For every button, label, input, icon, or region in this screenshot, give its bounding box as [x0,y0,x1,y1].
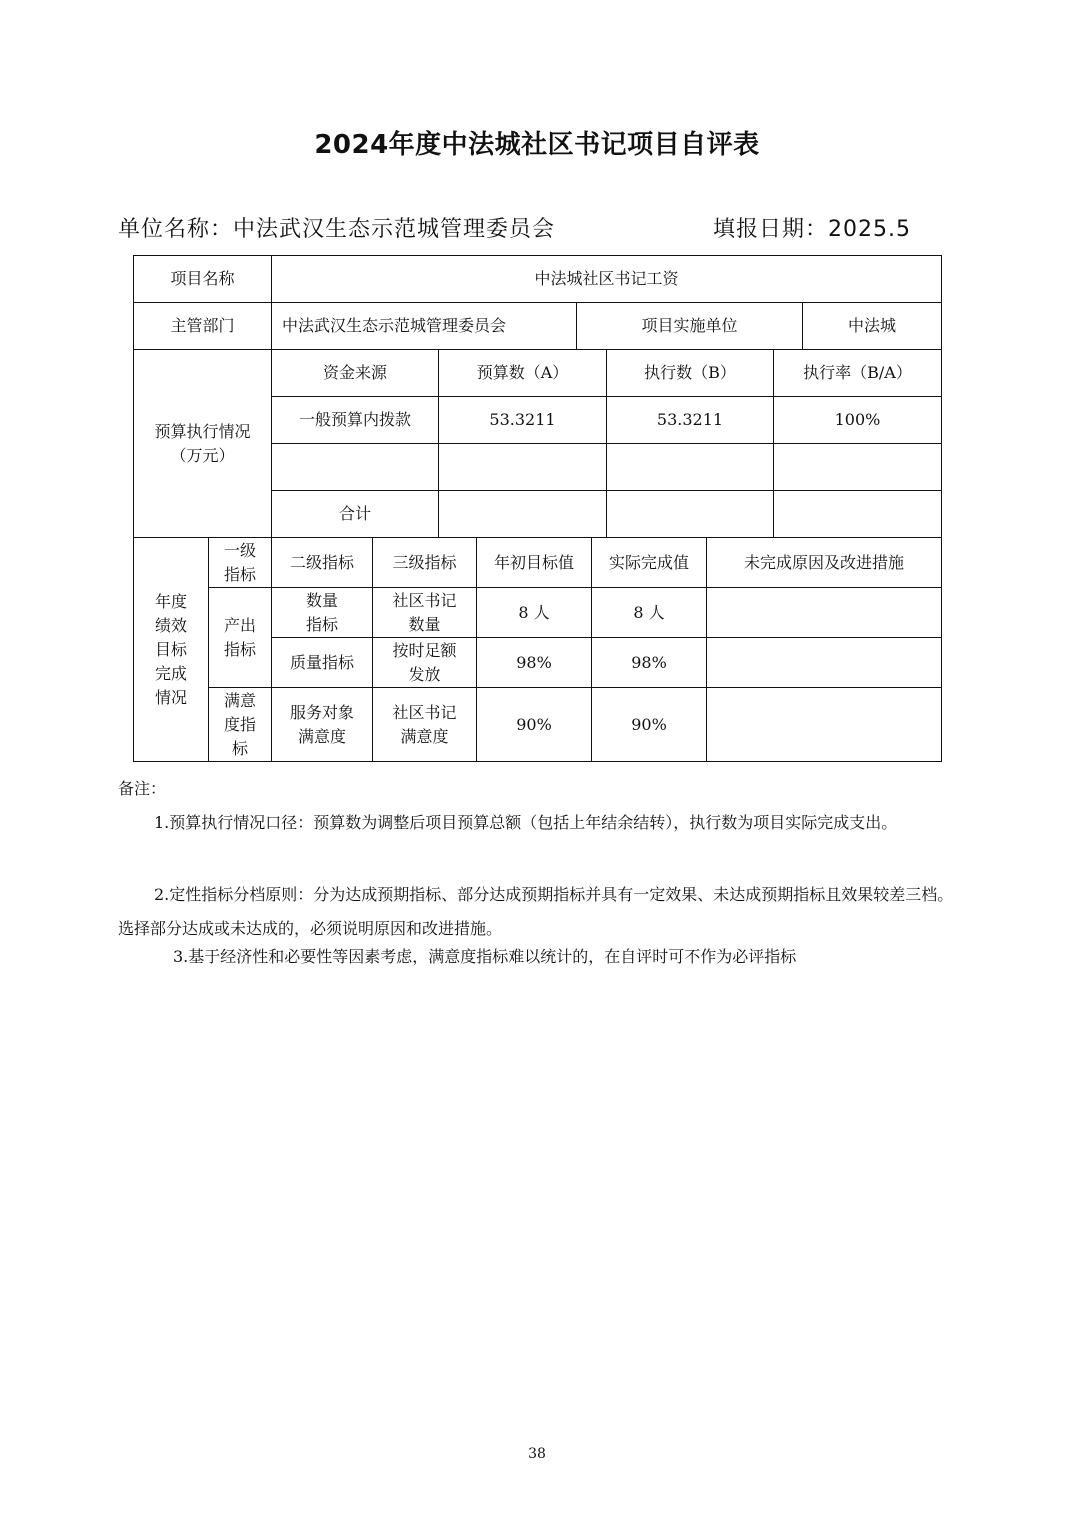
target-value: 90% [477,688,592,762]
notes-list [118,940,963,974]
section-label-line: 目标 [154,639,187,659]
document-title: 2024年度中法城社区书记项目自评表 [314,130,760,160]
header-actual: 实际完成值 [592,538,707,588]
level1-output [209,588,272,688]
level3 [373,588,477,638]
performance-section-label [134,538,209,762]
level2-text: 服务对象满意度 [290,702,355,746]
notes-list [118,878,963,946]
level3-line: 社区书记 [392,702,457,722]
header-level2: 二级指标 [272,538,373,588]
note-item: 1.预算执行情况口径：预算数为调整后项目预算总额（包括上年结余结转），执行数为项目实际完成支出。 [154,813,898,832]
fund-source: 一般预算内拨款 [272,397,439,444]
header-budget-amount: 预算数（A） [439,350,607,397]
level3-line: 发放 [408,664,441,684]
section-label-line: 年度 [154,591,187,611]
project-name-label: 项目名称 [134,256,272,303]
department-row [134,303,942,350]
section-label-line: 情况 [154,687,187,707]
section-label-line: 绩效 [154,615,187,635]
reason [707,638,942,688]
budget-amount [439,444,607,491]
total-execution-rate [774,491,942,538]
actual-value: 8 人 [592,588,707,638]
fund-source [272,444,439,491]
note-item: 3.基于经济性和必要性等因素考虑，满意度指标难以统计的，在自评时可不作为必评指标 [173,947,797,966]
department-value: 中法武汉生态示范城管理委员会 [272,303,577,350]
execution-rate: 100% [774,397,942,444]
executed-amount [607,444,774,491]
implementing-unit-label: 项目实施单位 [577,303,803,350]
total-label: 合计 [272,491,439,538]
project-name-row [134,256,942,303]
department-label: 主管部门 [134,303,272,350]
level1-satisfaction-line: 标 [231,738,248,758]
header-executed-amount: 执行数（B） [607,350,774,397]
performance-row [134,688,942,762]
header-target: 年初目标值 [477,538,592,588]
level3-line: 满意度 [400,726,449,746]
level3 [373,638,477,688]
notes-heading: 备注： [118,779,167,798]
level3-line: 数量 [408,614,441,634]
target-value: 98% [477,638,592,688]
implementing-unit-value: 中法城 [803,303,942,350]
header-level3: 三级指标 [373,538,477,588]
section-label-line: 完成 [154,663,187,683]
level1-satisfaction [209,688,272,762]
budget-section-label-line1: 预算执行情况 [154,421,251,441]
page-number: 38 [528,1446,546,1462]
actual-value: 98% [592,638,707,688]
header-level1-text: 一级指标 [224,540,257,584]
reason [707,688,942,762]
level2 [272,688,373,762]
total-budget-amount [439,491,607,538]
header-level1 [209,538,272,588]
level3 [373,688,477,762]
budget-amount: 53.3211 [439,397,607,444]
budget-section-label [134,350,272,538]
actual-value: 90% [592,688,707,762]
performance-row [134,588,942,638]
project-name-value: 中法城社区书记工资 [272,256,942,303]
reason [707,588,942,638]
header-reason: 未完成原因及改进措施 [707,538,942,588]
level2 [272,588,373,638]
level1-output-text: 产出指标 [224,615,257,659]
performance-header-row [134,538,942,588]
level3-line: 社区书记 [392,590,457,610]
execution-rate [774,444,942,491]
budget-execution-table [133,349,942,538]
level3-line: 按时足额 [392,640,457,660]
performance-table [133,537,942,762]
header-execution-rate: 执行率（B/A） [774,350,942,397]
report-date: 填报日期：2025.5 [713,217,911,242]
header-fund-source: 资金来源 [272,350,439,397]
level2-text: 数量指标 [306,590,339,634]
notes-list [118,806,963,840]
executed-amount: 53.3211 [607,397,774,444]
budget-section-label-line2: （万元） [170,445,235,465]
note-item: 2.定性指标分档原则：分为达成预期指标、部分达成预期指标并具有一定效果、未达成预期指标且效果较差三档。选择部分达成或未达成的，必须说明原因和改进措施。 [118,885,954,938]
level1-satisfaction-line: 满意 [223,690,256,710]
unit-name: 单位名称：中法武汉生态示范城管理委员会 [118,217,556,242]
target-value: 8 人 [477,588,592,638]
level2: 质量指标 [272,638,373,688]
budget-header-row [134,350,942,397]
project-info-table [133,255,942,350]
level1-satisfaction-line: 度指 [223,714,256,734]
total-executed-amount [607,491,774,538]
